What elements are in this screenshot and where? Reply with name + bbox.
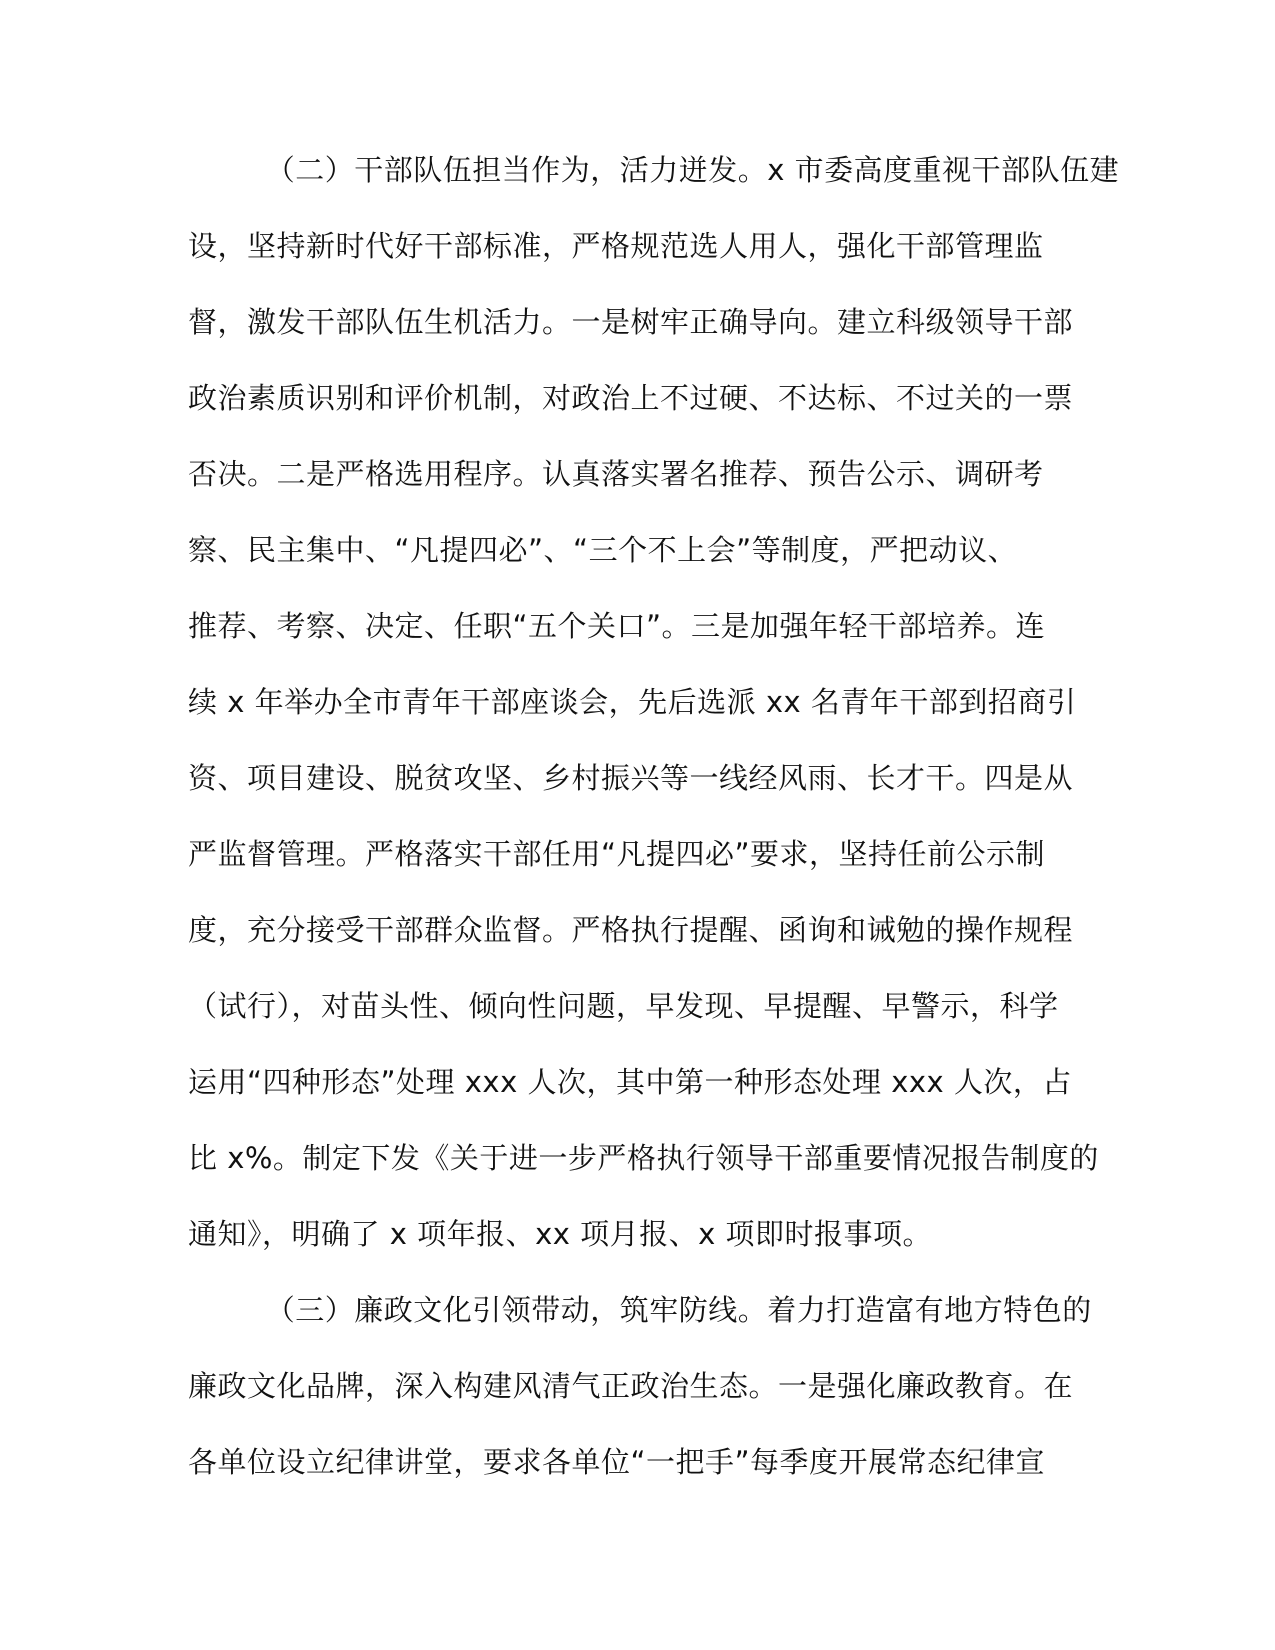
text-line: 督，激发干部队伍生机活力。一是树牢正确导向。建立科级领导干部 — [188, 305, 1074, 339]
text-line: 否决。二是严格选用程序。认真落实署名推荐、预告公示、调研考 — [188, 457, 1044, 491]
text-line: 推荐、考察、决定、任职“五个关口”。三是加强年轻干部培养。连 — [188, 609, 1046, 643]
text-line: 比 x%。制定下发《关于进一步严格执行领导干部重要情况报告制度的 — [188, 1141, 1099, 1175]
text-line: 政治素质识别和评价机制，对政治上不过硬、不达标、不过关的一票 — [188, 381, 1074, 415]
document-body — [188, 140, 1120, 1508]
text-line: 严监督管理。严格落实干部任用“凡提四必”要求，坚持任前公示制 — [188, 837, 1046, 871]
text-line: （二）干部队伍担当作为，活力迸发。x 市委高度重视干部队伍建 — [188, 153, 1120, 187]
text-line: 设，坚持新时代好干部标准，严格规范选人用人，强化干部管理监 — [188, 229, 1044, 263]
text-line: 察、民主集中、“凡提四必”、“三个不上会”等制度，严把动议、 — [188, 533, 1018, 567]
text-line: 资、项目建设、脱贫攻坚、乡村振兴等一线经风雨、长才干。四是从 — [188, 761, 1074, 795]
text-line: （试行），对苗头性、倾向性问题，早发现、早提醒、早警示，科学 — [188, 989, 1059, 1023]
text-line: 运用“四种形态”处理 xxx 人次，其中第一种形态处理 xxx 人次，占 — [188, 1065, 1072, 1099]
text-line: 各单位设立纪律讲堂，要求各单位“一把手”每季度开展常态纪律宣 — [188, 1445, 1046, 1479]
text-line: 续 x 年举办全市青年干部座谈会，先后选派 xx 名青年干部到招商引 — [188, 685, 1077, 719]
text-line: 度，充分接受干部群众监督。严格执行提醒、函询和诫勉的操作规程 — [188, 913, 1074, 947]
text-line: （三）廉政文化引领带动，筑牢防线。着力打造富有地方特色的 — [188, 1293, 1092, 1327]
text-line: 通知》，明确了 x 项年报、xx 项月报、x 项即时报事项。 — [188, 1217, 933, 1251]
text-line: 廉政文化品牌，深入构建风清气正政治生态。一是强化廉政教育。在 — [188, 1369, 1074, 1403]
